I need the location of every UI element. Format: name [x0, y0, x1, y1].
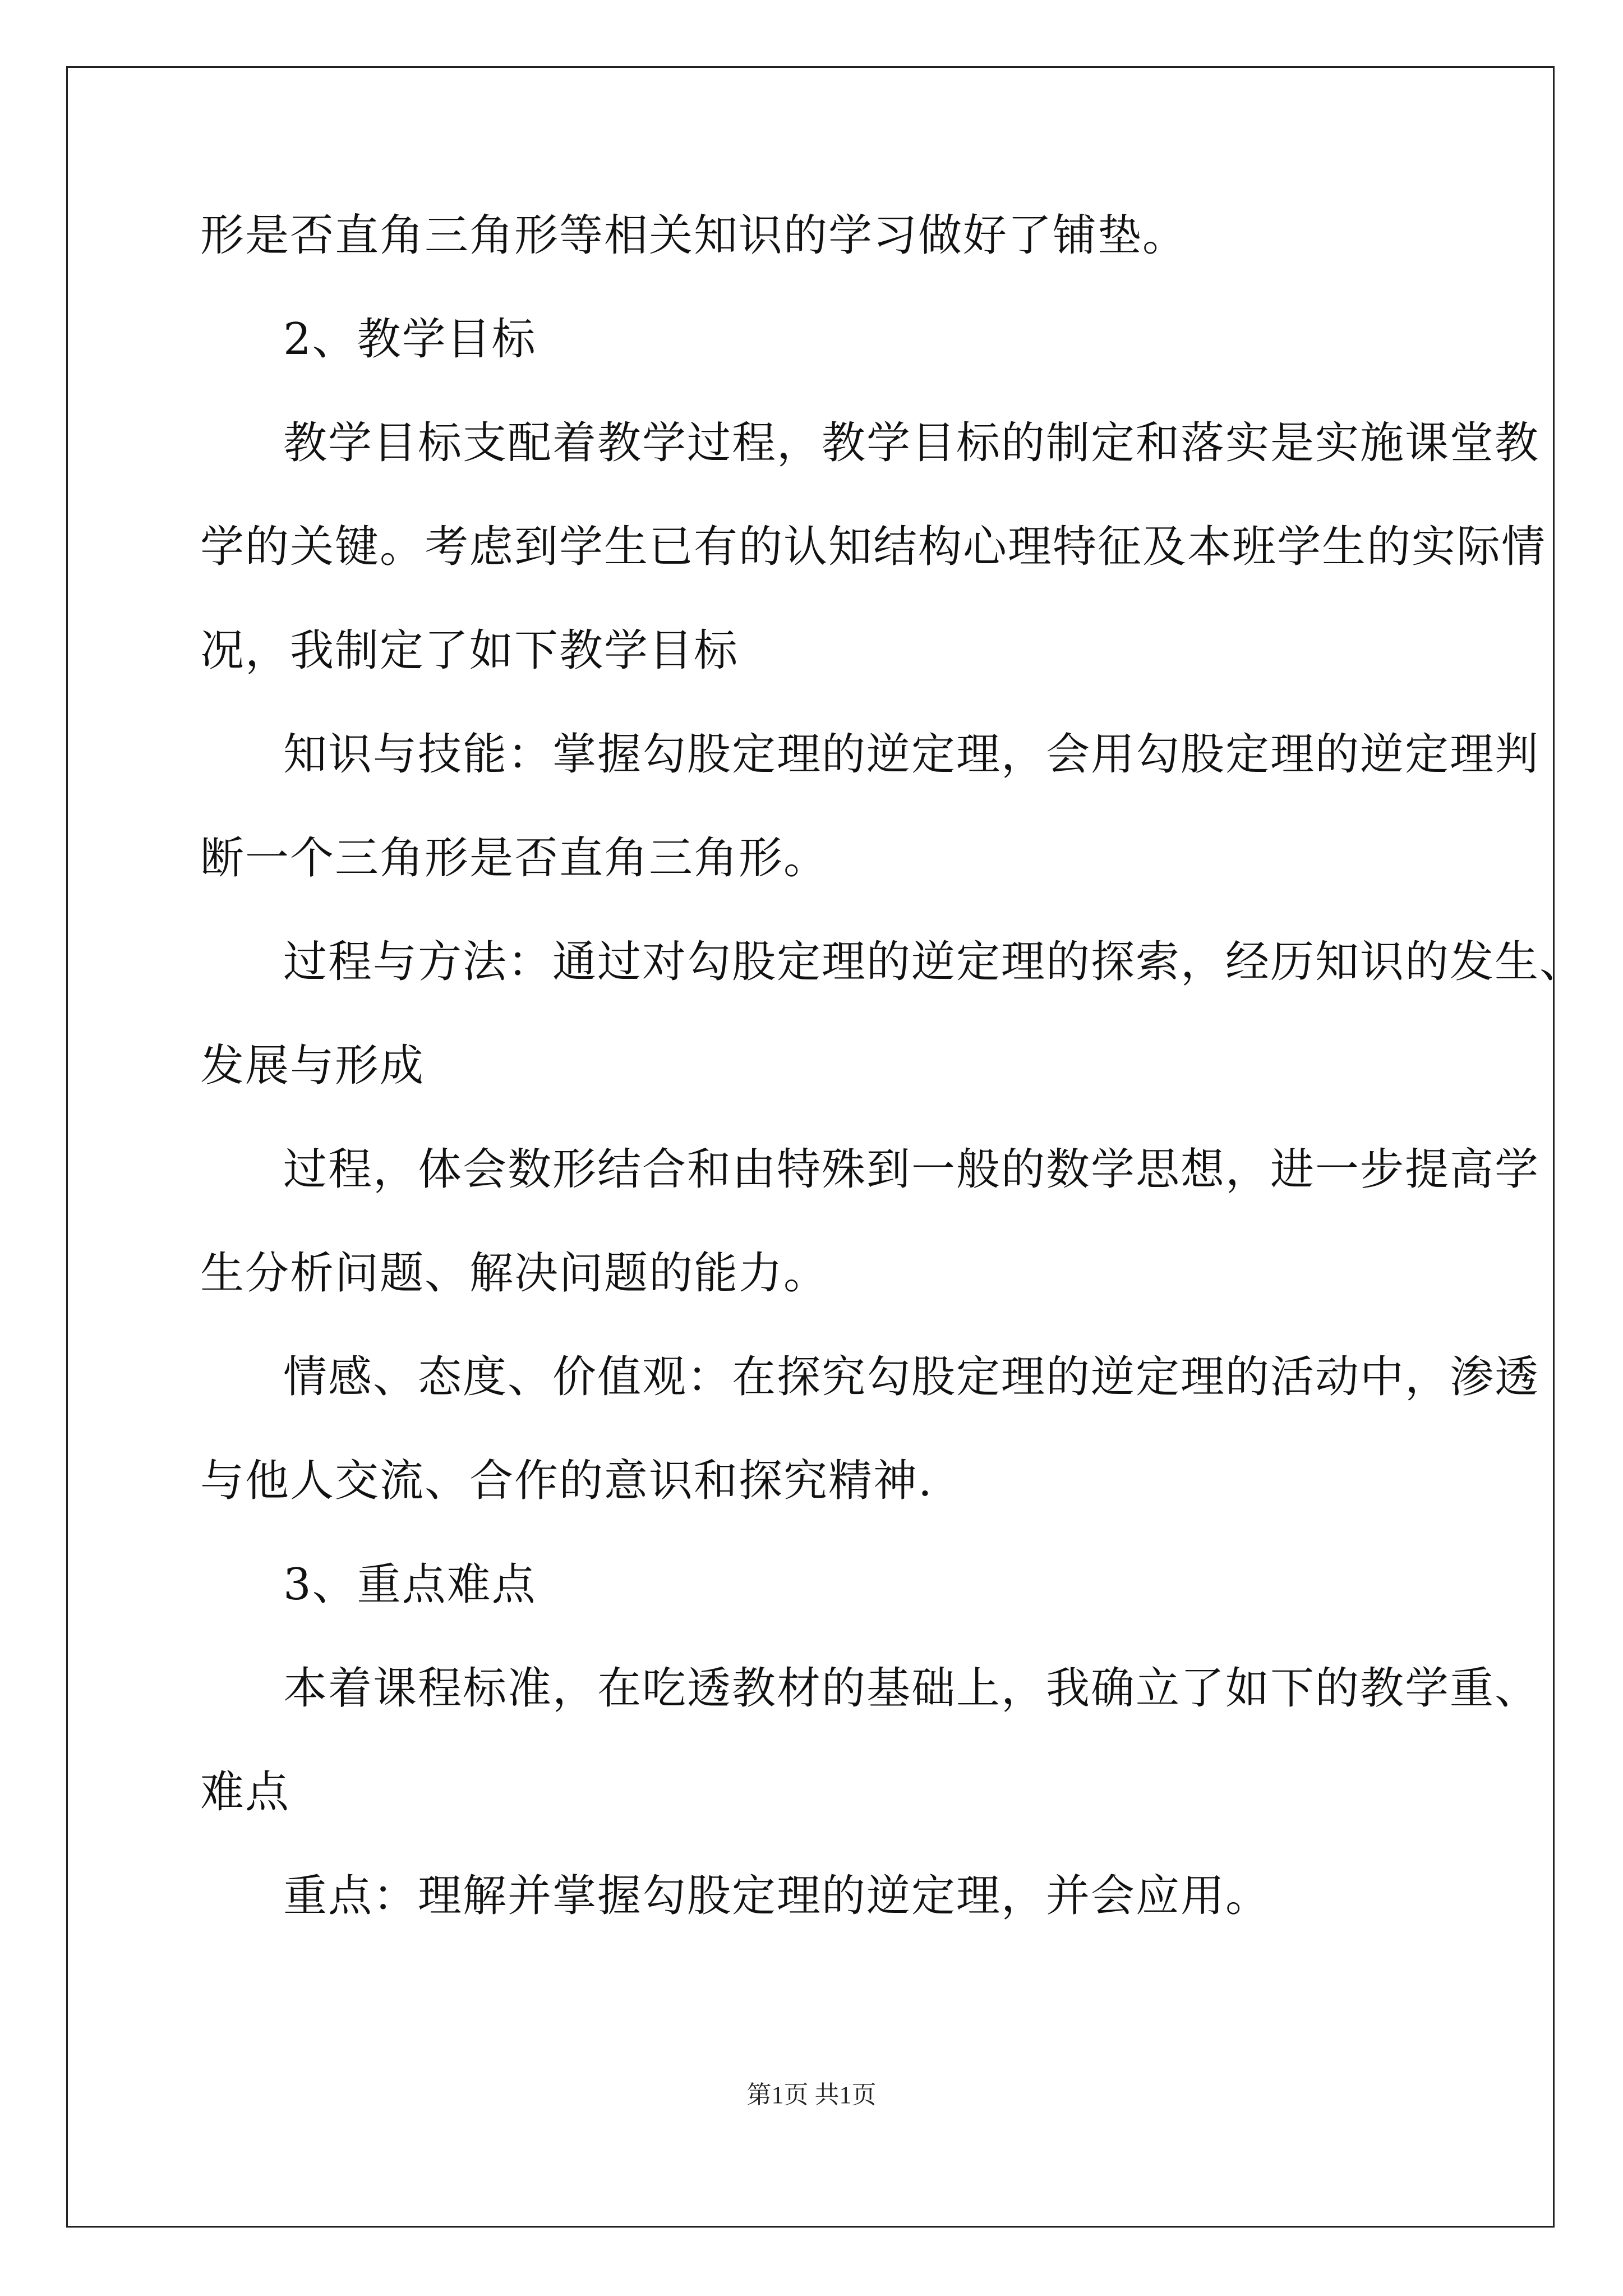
text-line: 与他人交流、合作的意识和探究精神.: [200, 1456, 933, 1506]
section-heading: 2、教学目标: [283, 314, 537, 365]
text-line: 过程与方法：通过对勾股定理的逆定理的探索，经历知识的发生、: [283, 937, 1585, 987]
text-line: 教学目标支配着教学过程，教学目标的制定和落实是实施课堂教: [283, 418, 1540, 468]
text-line: 况，我制定了如下教学目标: [200, 625, 739, 676]
text-line: 知识与技能：掌握勾股定理的逆定理，会用勾股定理的逆定理判: [283, 729, 1540, 780]
section-heading: 3、重点难点: [283, 1559, 537, 1610]
text-line: 发展与形成: [200, 1041, 425, 1091]
text-line: 难点: [200, 1767, 291, 1818]
text-line: 生分析问题、解决问题的能力。: [200, 1248, 829, 1299]
text-line: 情感、态度、价值观：在探究勾股定理的逆定理的活动中，渗透: [283, 1352, 1540, 1402]
text-line: 过程，体会数形结合和由特殊到一般的数学思想，进一步提高学: [283, 1144, 1540, 1195]
text-line: 本着课程标准，在吃透教材的基础上，我确立了如下的教学重、: [283, 1663, 1540, 1714]
text-line: 形是否直角三角形等相关知识的学习做好了铺垫。: [200, 210, 1188, 261]
text-line: 断一个三角形是否直角三角形。: [200, 833, 829, 884]
text-line: 学的关键。考虑到学生已有的认知结构心理特征及本班学生的实际情: [200, 522, 1547, 572]
text-line: 重点：理解并掌握勾股定理的逆定理，并会应用。: [283, 1871, 1271, 1921]
page-footer: 第1页 共1页: [746, 2081, 877, 2109]
